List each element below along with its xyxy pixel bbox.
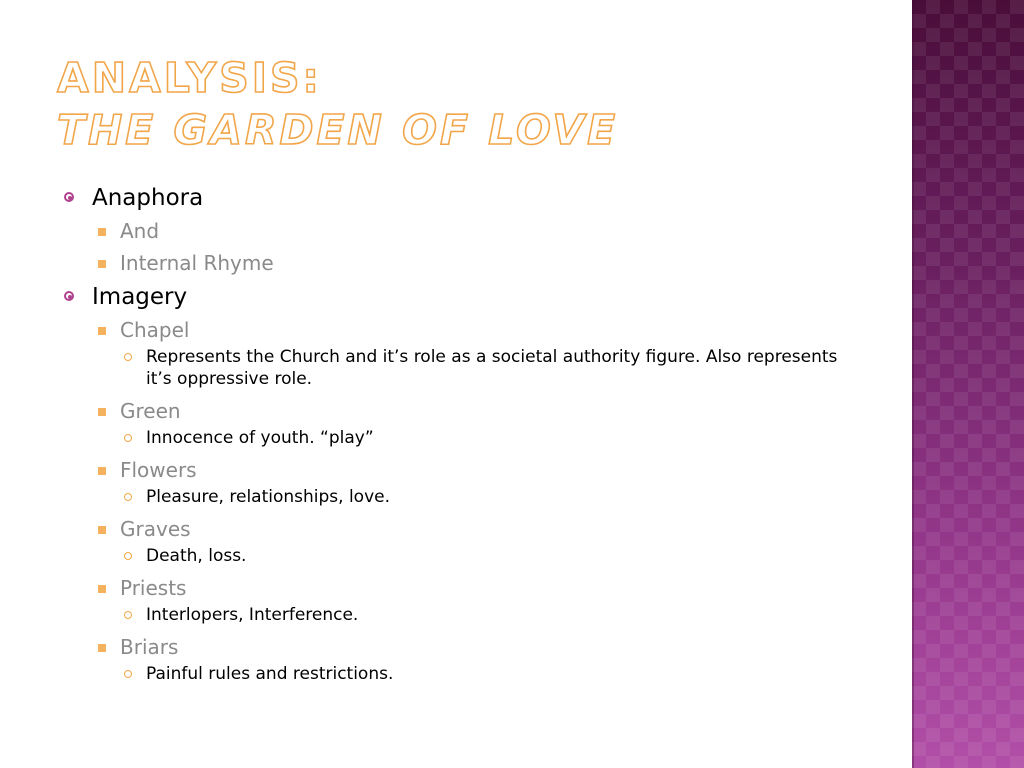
target-circle-bullet-icon [64, 192, 74, 202]
subbullet-priests [62, 572, 902, 604]
subbullet-and [62, 215, 902, 247]
detail-green [62, 427, 846, 449]
detail-text: Death, loss. [146, 546, 247, 566]
subbullet-chapel [62, 314, 902, 346]
subbullet-briars [62, 631, 902, 663]
bullet-anaphora [62, 182, 902, 215]
subbullet-flowers [62, 454, 902, 486]
bullet-label: Imagery [92, 284, 188, 310]
slide-title [57, 52, 618, 156]
subbullet-graves [62, 513, 902, 545]
bullet-list [62, 180, 902, 690]
subbullet-label: Briars [120, 635, 179, 659]
subbullet-label: Green [120, 399, 181, 423]
subbullet-label: Graves [120, 517, 191, 541]
detail-priests [62, 604, 846, 626]
square-bullet-icon [98, 327, 106, 335]
square-bullet-icon [98, 260, 106, 268]
side-panel-edge [912, 0, 914, 768]
hollow-circle-bullet-icon [124, 670, 132, 678]
detail-text: Interlopers, Interference. [146, 605, 359, 625]
detail-chapel [62, 346, 846, 390]
bullet-label: Anaphora [92, 185, 204, 211]
detail-text: Painful rules and restrictions. [146, 664, 394, 684]
subbullet-label: Chapel [120, 318, 190, 342]
hollow-circle-bullet-icon [124, 353, 132, 361]
subbullet-label: Internal Rhyme [120, 251, 274, 275]
detail-flowers [62, 486, 846, 508]
subbullet-label: Flowers [120, 458, 197, 482]
title-line-1: ANALYSIS: [57, 54, 322, 102]
subbullet-green [62, 395, 902, 427]
subbullet-label: And [120, 219, 160, 243]
square-bullet-icon [98, 526, 106, 534]
title-line-2: THE GARDEN OF LOVE [57, 106, 619, 154]
detail-text: Innocence of youth. “play” [146, 428, 374, 448]
bullet-imagery [62, 281, 902, 314]
hollow-circle-bullet-icon [124, 611, 132, 619]
detail-briars [62, 663, 846, 685]
target-circle-bullet-icon [64, 291, 74, 301]
square-bullet-icon [98, 228, 106, 236]
detail-text: Pleasure, relationships, love. [146, 487, 391, 507]
subbullet-internal-rhyme [62, 247, 902, 279]
square-bullet-icon [98, 644, 106, 652]
square-bullet-icon [98, 408, 106, 416]
hollow-circle-bullet-icon [124, 552, 132, 560]
square-bullet-icon [98, 467, 106, 475]
hollow-circle-bullet-icon [124, 493, 132, 501]
detail-graves [62, 545, 846, 567]
subbullet-label: Priests [120, 576, 187, 600]
hollow-circle-bullet-icon [124, 434, 132, 442]
square-bullet-icon [98, 585, 106, 593]
decorative-side-panel [912, 0, 1024, 768]
detail-text: Represents the Church and it’s role as a societal authority figure. Also represents it’s oppressive role. [146, 347, 838, 389]
